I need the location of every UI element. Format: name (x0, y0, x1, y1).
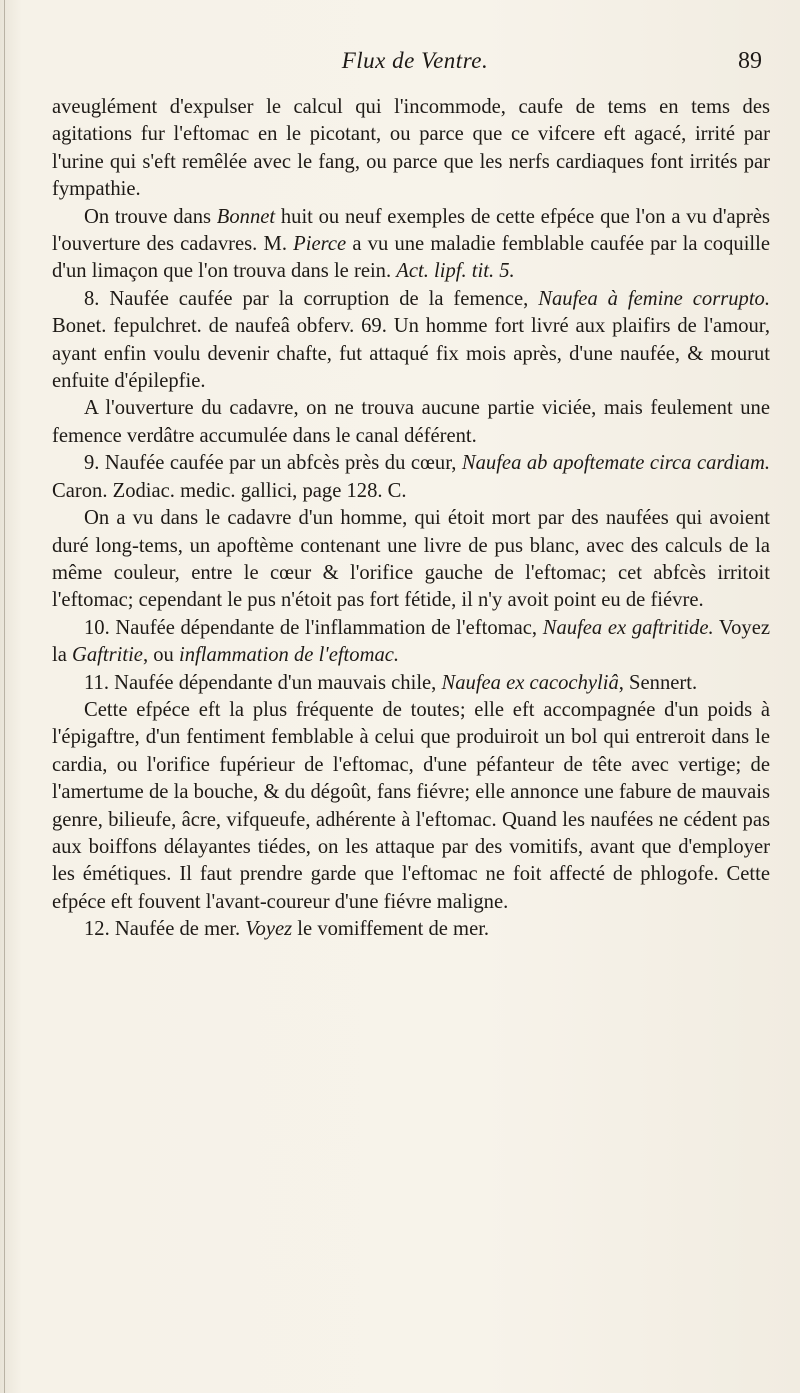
text-segment: huit ou neuf exemples de cette efpéce que l'on a vu d'après l'ouverture des cadavres. M. (52, 205, 770, 256)
text-segment: , ou (142, 644, 179, 667)
page-number: 89 (738, 48, 762, 74)
text-segment: 12. Naufée de mer. (84, 918, 246, 941)
paragraph (52, 395, 770, 450)
page-header (60, 48, 770, 88)
italic-text-segment: Pierce (293, 233, 347, 256)
text-segment: le vomiffement de mer. (292, 918, 490, 941)
italic-text-segment: Naufea ex cacochyliâ (441, 671, 619, 694)
italic-text-segment: Naufea ab apoftemate circa cardiam. (461, 452, 770, 475)
text-segment: a vu une maladie femblable caufée par la coquille d'un limaçon que l'on trouva dans le rein. (52, 233, 770, 283)
running-title: Flux de Ventre. (341, 48, 489, 73)
text-segment: 10. Naufée dépendante de l'inflammation de l'eftomac, (84, 616, 543, 639)
text-segment: , Sennert. (618, 671, 698, 694)
text-segment: aveuglément d'expulser le calcul qui l'incommode, caufe de tems en tems des agitations fur l'eftomac en le picotant, ou parce que ce vifcere eft agacé, irrité par l'urine qui s'eft remêlée avec le fang, ou parce que les nerfs cardiaques font irrités par fympathie. (52, 96, 770, 201)
paragraph (52, 916, 770, 943)
body-text (52, 94, 770, 944)
text-segment: Bonet. fepulchret. de naufeâ obferv. 69. Un homme fort livré aux plaifirs de l'amour, ayant enfin voulu devenir chafte, fut attaqué fix mois après, d'une naufée, & mourut enfuite d'épilepfie. (52, 315, 770, 393)
paragraph (52, 94, 770, 204)
text-segment: On a vu dans le cadavre d'un homme, qui étoit mort par des naufées qui avoient duré long-tems, un apoftème contenant une livre de pus blanc, avec des calculs de la même couleur, entre le cœur & l'orifice gauche de l'eftomac; cet abfcès irritoit l'eftomac; cependant le pus n'étoit pas fort fétide, il n'y avoit point eu de fiévre. (52, 507, 770, 612)
paragraph (52, 615, 770, 670)
italic-text-segment: Naufea ex gaftritide. (542, 616, 714, 639)
text-segment: Voyez la (52, 616, 771, 667)
text-segment: A l'ouverture du cadavre, on ne trouva aucune partie viciée, mais feulement une femence verdâtre accumulée dans le canal déférent. (52, 397, 770, 447)
italic-text-segment: inflammation de l'eftomac. (179, 644, 400, 667)
italic-text-segment: Voyez (245, 918, 293, 941)
page-edge-line (4, 0, 5, 1393)
text-segment: Caron. Zodiac. medic. gallici, page 128. C. (52, 479, 407, 502)
text-segment: 8. Naufée caufée par la corruption de la femence, (84, 287, 539, 310)
text-segment: On trouve dans (84, 205, 217, 228)
italic-text-segment: Gaftritie (72, 644, 143, 667)
italic-text-segment: Act. lipf. tit. 5. (396, 260, 515, 283)
italic-text-segment: Bonnet (216, 205, 276, 228)
paragraph (52, 505, 770, 615)
text-segment: Cette efpéce eft la plus fréquente de toutes; elle eft accompagnée d'un poids à l'épigaftre, d'un fentiment femblable à celui que produiroit un bol qui entreroit dans le cardia, ou l'orifice fupérieur de l'eftomac, d'une péfanteur de tête avec vertige; de l'amertume de la bouche, & du dégoût, fans fiévre; elle annonce une fabure de mauvais genre, bilieufe, âcre, vifqueufe, adhérente à l'eftomac. Quand les naufées ne cédent pas aux boiffons délayantes tiédes, on les attaque par des vomitifs, avant que d'employer les émétiques. Il faut prendre garde que l'eftomac ne foit affecté de phlogofe. Cette efpéce eft fouvent l'avant-coureur d'une fiévre maligne. (52, 698, 770, 913)
paragraph (52, 286, 770, 396)
italic-text-segment: Naufea à femine corrupto. (538, 287, 770, 310)
paragraph (52, 204, 770, 286)
text-segment: 11. Naufée dépendante d'un mauvais chile, (84, 671, 442, 694)
paragraph (52, 697, 770, 916)
text-segment: 9. Naufée caufée par un abfcès près du cœur, (84, 452, 462, 475)
paragraph (52, 670, 770, 697)
paragraph (52, 450, 770, 505)
